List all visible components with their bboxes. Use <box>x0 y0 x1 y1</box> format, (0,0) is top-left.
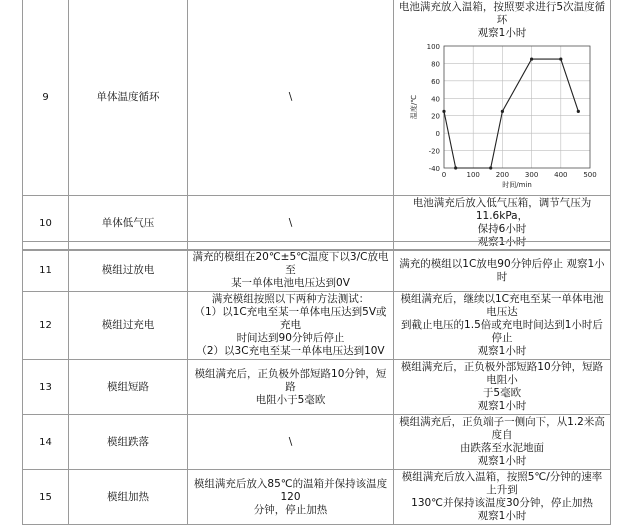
test-method <box>394 415 611 470</box>
test-item: 模组加热 <box>69 470 188 525</box>
row-number: 11 <box>23 250 69 292</box>
condition-line: 满充模组按照以下两种方法测试： <box>211 293 370 305</box>
plot-frame <box>444 46 590 168</box>
test-item: 模组短路 <box>69 360 188 415</box>
table-row <box>23 292 611 360</box>
method-line: 观察1小时 <box>477 510 527 522</box>
y-tick-label: 0 <box>435 130 440 139</box>
method-line: 电池满充放入温箱，按照要求进行5次温度循环 <box>398 1 606 26</box>
condition-line: 电阻小于5毫欧 <box>255 393 326 406</box>
x-tick-label: 300 <box>524 171 539 179</box>
row-number: 10 <box>23 196 69 251</box>
data-point <box>442 110 445 113</box>
test-condition <box>188 470 394 525</box>
data-point <box>501 110 504 113</box>
temperature-cycle-chart <box>397 40 607 194</box>
x-tick-label: 200 <box>495 171 510 179</box>
test-condition: \ <box>188 196 394 251</box>
condition-line: \ <box>288 435 293 448</box>
test-item: 单体温度循环 <box>69 0 188 196</box>
data-point <box>454 166 457 169</box>
y-tick-label: 40 <box>431 95 440 104</box>
x-tick-label: 500 <box>583 171 597 179</box>
table-divider <box>22 241 610 243</box>
row-number: 13 <box>23 360 69 415</box>
x-tick-label: 0 <box>441 171 447 179</box>
data-point <box>530 57 533 60</box>
y-tick-label: 20 <box>431 112 440 121</box>
method-line: 模组满充后，继续以1C充电至某一单体电池电压达 <box>400 293 604 318</box>
method-line: 于5毫欧 <box>482 387 522 399</box>
x-axis-label: 时间/min <box>502 181 532 189</box>
test-condition <box>188 415 394 470</box>
test-condition: \ <box>188 0 394 196</box>
test-table-bottom <box>22 249 611 525</box>
row-number: 15 <box>23 470 69 525</box>
chart-svg <box>402 40 602 194</box>
method-line: 观察1小时 <box>477 400 527 412</box>
test-condition <box>188 360 394 415</box>
condition-line: 模组满充后，正负极外部短路10分钟，短路 <box>194 367 387 393</box>
test-condition <box>188 250 394 292</box>
x-tick-label: 100 <box>466 171 480 179</box>
condition-line: （1）以1C充电至某一单体电压达到5V或充电 <box>194 306 387 331</box>
method-line: 模组满充后放入温箱，按照5℃/分钟的速率上升到 <box>401 471 603 496</box>
y-axis-label: 温度/℃ <box>410 94 418 120</box>
method-line: 保持6小时 <box>477 223 527 235</box>
test-item: 模组过充电 <box>69 292 188 360</box>
row-number: 14 <box>23 415 69 470</box>
method-line: 观察1小时 <box>477 345 527 357</box>
method-line: 由跌落至水泥地面 <box>460 442 544 454</box>
y-tick-label: 60 <box>431 77 440 86</box>
test-item: 模组过放电 <box>69 250 188 292</box>
table-row <box>23 250 611 292</box>
method-line: 130℃并保持该温度30分钟，停止加热 <box>411 497 593 509</box>
test-method <box>394 0 611 196</box>
test-method <box>394 292 611 360</box>
table-row <box>23 0 611 196</box>
test-condition <box>188 292 394 360</box>
y-tick-label: 100 <box>426 43 440 51</box>
condition-line: 时间达到90分钟后停止 <box>236 332 345 344</box>
data-point <box>559 57 562 60</box>
method-line: 到截止电压的1.5倍或充电时间达到1小时后停止 <box>401 319 603 344</box>
method-line: 模组满充后，正负端子一侧向下，从1.2米高度自 <box>399 416 605 441</box>
test-item: 单体低气压 <box>69 196 188 251</box>
test-method <box>394 470 611 525</box>
method-line: 电池满充后放入低气压箱，调节气压为11.6kPa， <box>412 197 592 222</box>
y-tick-label: -40 <box>428 165 440 173</box>
method-line: 观察1小时 <box>477 236 527 248</box>
method-line: 观察1小时 <box>477 455 527 467</box>
method-line: 观察1小时 <box>477 27 527 39</box>
y-tick-label: 80 <box>431 60 440 69</box>
series-line <box>444 59 578 168</box>
table-row <box>23 415 611 470</box>
method-line: 满充的模组以1C放电90分钟后停止 观察1小时 <box>399 257 605 283</box>
x-tick-label: 400 <box>554 171 568 179</box>
condition-line: 满充的模组在20℃±5℃温度下以3/C放电至 <box>192 251 389 276</box>
method-line: 模组满充后，正负极外部短路10分钟，短路电阻小 <box>400 361 604 386</box>
data-point <box>577 110 580 113</box>
data-point <box>489 166 492 169</box>
condition-line: 分钟，停止加热 <box>253 503 328 516</box>
test-method <box>394 360 611 415</box>
test-method <box>394 250 611 292</box>
row-number: 9 <box>23 0 69 196</box>
table-row <box>23 360 611 415</box>
condition-line: 某一单体电池电压达到0V <box>231 277 350 289</box>
condition-line: （2）以3C充电至某一单体电压达到10V <box>196 345 385 357</box>
y-tick-label: -20 <box>428 147 440 156</box>
test-item: 模组跌落 <box>69 415 188 470</box>
table-row <box>23 470 611 525</box>
condition-line: 模组满充后放入85℃的温箱并保持该温度120 <box>193 477 388 503</box>
row-number: 12 <box>23 292 69 360</box>
test-table-top <box>22 0 611 251</box>
